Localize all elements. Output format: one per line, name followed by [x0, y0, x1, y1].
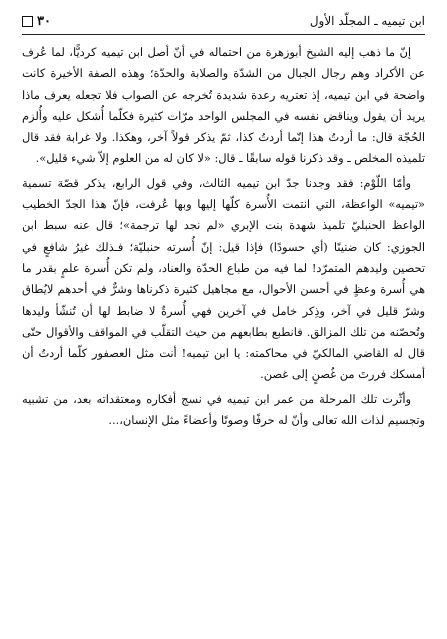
- square-marker-icon: [22, 16, 33, 27]
- running-title: ابن تيميه ـ المجلّد الأول: [309, 14, 425, 28]
- paragraph: وأثّرت تلك المرحلة من عمر ابن تيميه في نسج أفكاره ومعتقداته بعد، من تشبيه وتجسيم لذات الله تعالى وأنّ له حرفًا وصوتًا وأعضاءً مثل الإنسان،...: [22, 391, 425, 428]
- page-number: [22, 14, 51, 29]
- page-header: [22, 10, 425, 32]
- paragraph: إنّ ما ذهب إليه الشيخ أبوزهرة من احتماله في أنّ أصل ابن تيميه كرديًّا، لما عُرف عن الأكراد وهم رجال الجبال من الشدّة والصلابة والحدّة؛ وهذه الصفة الأخيرة كانت واضحة في ابن تيميه، إذ تعتريه رعدة شديدة تُخرجه عن الصواب فلا تجعله يعرف ماذا يريد أن يقول ويناقض نفسه في المجلس الواحد مرّات كثيرة فكلّما أُشكل عليه وأُلزم الحُجّة قال: ما أردتُ هذا إنّما أردتُ كذا، ثمّ يذكر قولاً آخر، وهكذا. ولا غرابة فقد قال تلميذه المخلص ـ وقد ذكرنا قوله سابقًا ـ قال: «لا كان له من العلوم إلاّ شيء قليل».: [22, 45, 425, 166]
- body-text: [22, 42, 425, 431]
- header-rule: [22, 34, 425, 35]
- page-number-value: ٣٠: [37, 13, 51, 29]
- paragraph: وأمّا اللّوْم: فقد وجدنا جدّ ابن تيميه الثالث، وفي قول الرابع، يذكر قصّة تسمية «تيميه» الواعظة، التي انتمت الأُسرة كلّها إليها وبها عُرفت، فإنّ هذا الجدّ الخطيب الواعظ الحنبليّ تلميذ شهدة بنت الإبري «لم نجد لها ترجمة»؛ قال عنه سبط ابن الجوزي: كان ضنينًا (أي حسودًا) فإذا قيل: إنّ أُسرته حنبليّة؛ فـذلك غيرُ شافعٍ في تحصين وليدهم المتمرّد! لما فيه من طباع الحدّة والعناد، ولم تكن أُسرة علمٍ بقدر ما هي أُسرة وعظٍ في أحسن الأحوال، مع مجاهيل كثيرة ذكرناها وشرٌّ في أحدهم لايُطاق وشرّ قليل في آخر، وذِكر خامل في آخرين فهي أُسرةٌ لا ضابط لها أن تُنشّأ وليدها وتُحصّنه من تلك المزالق. فانطبع بطابعهم من حيث التقلّب في المواقف والأقوال حتّى قال له القاضي المالكيّ في محاكمته: يا ابن تيميه! أنت مثل العصفور كلّما أردتُ أن أمسكك فررتَ من غُصنٍ إلى غصن.: [22, 175, 425, 382]
